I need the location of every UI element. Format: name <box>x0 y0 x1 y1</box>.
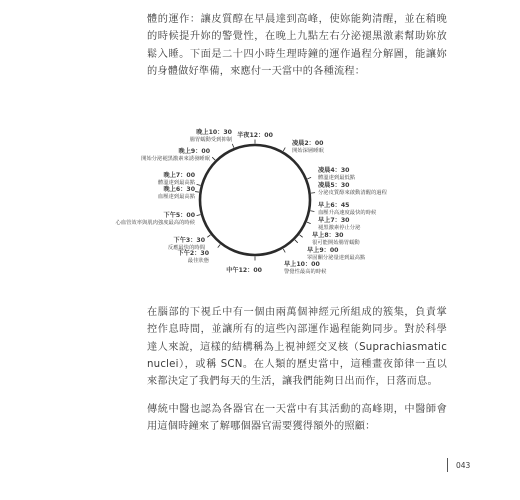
clock-time-label: 中午12：00 <box>226 267 262 274</box>
clock-event-description: 體溫達到最低點 <box>318 174 356 181</box>
clock-event-description: 褪黑激素停止分泌 <box>318 224 361 231</box>
clock-tick <box>195 192 199 193</box>
clock-tick <box>283 148 285 151</box>
clock-event-description: 很可能開始腸胃蠕動 <box>312 239 360 246</box>
clock-time-label: 早上6：45 <box>318 202 350 209</box>
footer-rule <box>447 458 448 472</box>
clock-event-description: 最佳狀態 <box>187 257 209 264</box>
clock-time-label: 下午3：30 <box>173 237 205 244</box>
clock-time-label: 凌晨4：30 <box>318 167 350 174</box>
clock-event-description: 血壓升高速度最快的時候 <box>318 209 377 216</box>
circadian-clock-diagram <box>115 120 387 276</box>
clock-labels <box>116 128 388 275</box>
clock-event-description: 血壓達到最高點 <box>157 193 195 200</box>
clock-tick <box>197 184 201 185</box>
paragraph-intro: 體的運作：讓皮質醇在早晨達到高峰，使妳能夠清醒，並在稍晚的時候提升妳的警覺性，在晚上九點左右分泌褪黑激素幫助妳放鬆入睡。下面是二十四小時生理時鐘的運作過程分解圖，能讓妳的身體做好準備，來應付一天當中的各種流程： <box>147 14 447 77</box>
clock-tick <box>218 245 220 248</box>
clock-tick <box>207 235 210 237</box>
clock-circle <box>200 145 310 255</box>
clock-tick <box>283 249 285 252</box>
paragraph-tcm: 傳統中醫也認為各器官在一天當中有其活動的高峰期，中醫師會用這個時鐘來了解哪個器官需要獲得額外的照顧： <box>147 404 447 433</box>
clock-event-description: 腸胃蠕動受到抑制 <box>189 136 232 143</box>
clock-event-description: 反應最快的時間 <box>167 244 205 251</box>
clock-event-description: 警覺性最高的時候 <box>284 268 327 275</box>
clock-event-description: 開始分泌褪黑激素來誘發睡眠 <box>141 155 210 162</box>
clock-tick <box>295 240 298 243</box>
clock-time-label: 凌晨2：00 <box>292 140 324 147</box>
clock-time-label: 凌晨5：30 <box>318 182 350 189</box>
clock-tick <box>307 222 311 224</box>
clock-event-description: 分泌皮質醇來啟動清醒的過程 <box>318 189 387 196</box>
clock-time-label: 早上8：30 <box>312 232 344 239</box>
clock-event-description: 心血管效率與肌肉強度最高的時候 <box>115 219 195 226</box>
clock-tick <box>300 235 303 237</box>
clock-event-description: 睪固酮分泌量達到最高點 <box>307 254 366 261</box>
clock-time-label: 晚上7：00 <box>163 172 195 179</box>
clock-time-label: 下午2：30 <box>177 250 209 257</box>
clock-time-label: 晚上10：30 <box>196 129 232 136</box>
clock-time-label: 早上7：30 <box>318 217 350 224</box>
clock-event-description: 體溫達到最高點 <box>157 179 195 186</box>
clock-time-label: 晚上6：30 <box>163 186 195 193</box>
clock-event-description: 開始深層睡眠 <box>292 147 324 154</box>
clock-tick <box>307 177 311 178</box>
clock-tick <box>197 215 201 216</box>
clock-time-label: 晚上9：00 <box>178 148 210 155</box>
clock-ticks <box>195 140 315 261</box>
clock-time-label: 早上9：00 <box>307 247 339 254</box>
clock-time-label: 半夜12：00 <box>237 132 273 139</box>
clock-time-label: 下午5：00 <box>163 212 195 219</box>
clock-tick <box>310 211 314 212</box>
clock-time-label: 早上10：00 <box>284 261 320 268</box>
clock-tick <box>212 157 215 160</box>
clock-tick <box>232 144 233 148</box>
page-number: 043 <box>456 461 471 470</box>
paragraph-scn: 在腦部的下視丘中有一個由兩萬個神經元所組成的簇集，負責掌控作息時間，並讓所有的這些內部運作過程能夠同步。對於科學達人來說，這樣的結構稱為上視神經交叉核（Suprachiasmatic nuclei），或稱 SCN。在人類的歷史當中，這種畫夜節律一直以來都決定了我們每天的生活，讓我們能夠日出而作，日落而息。 <box>147 307 447 388</box>
